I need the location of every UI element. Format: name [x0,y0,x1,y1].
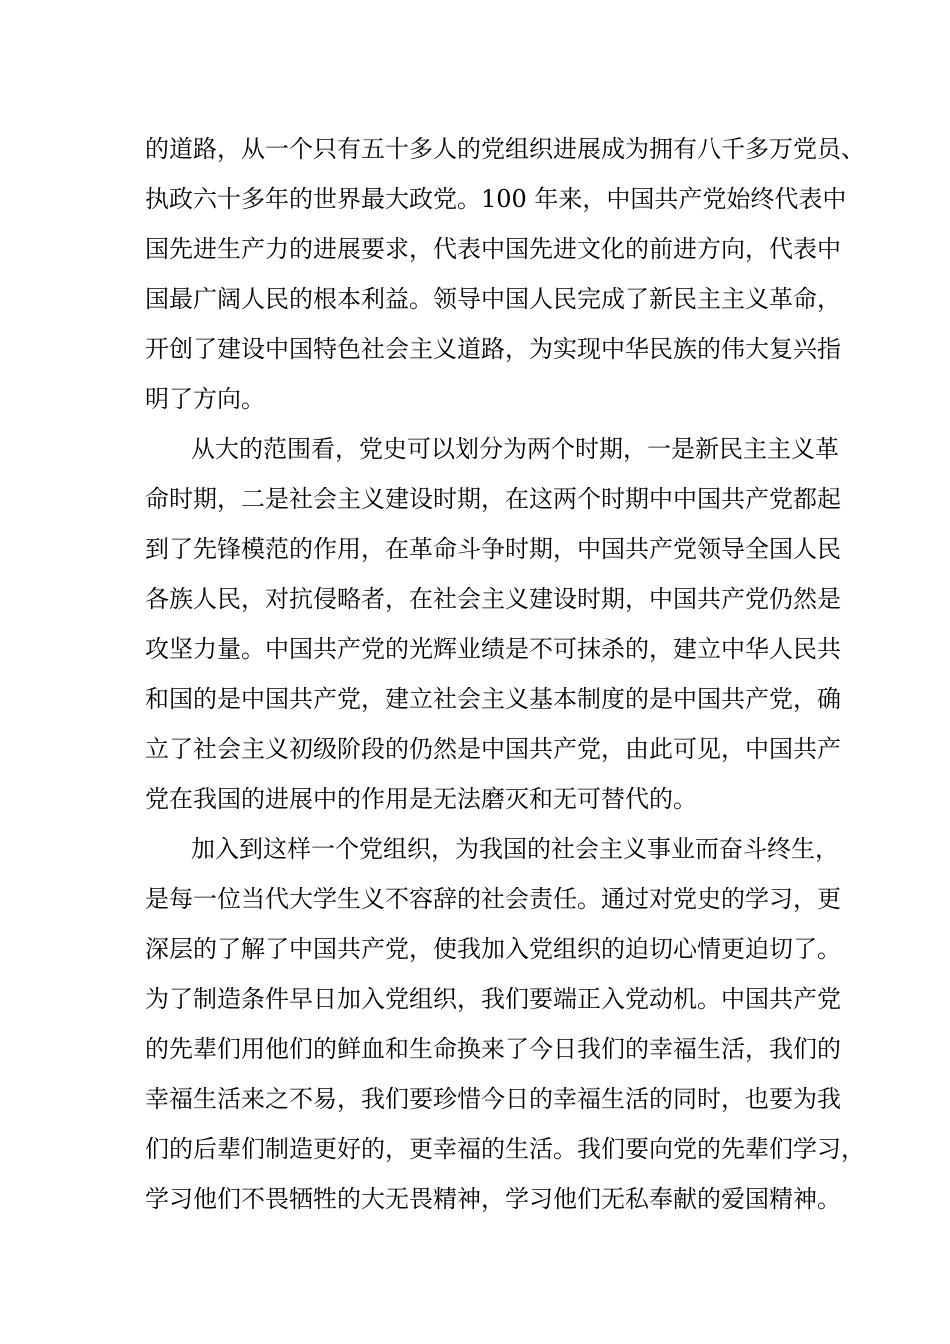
text-line: 执政六十多年的世界最大政党。100 年来，中国共产党始终代表中 [145,185,847,213]
text-line: 们的后辈们制造更好的，更幸福的生活。我们要向党的先辈们学习， [145,1135,865,1163]
text-line: 攻坚力量。中国共产党的光辉业绩是不可抹杀的，建立中华人民共 [145,635,841,663]
text-line: 党在我国的进展中的作用是无法磨灭和无可替代的。 [145,785,697,813]
text-line: 立了社会主义初级阶段的仍然是中国共产党，由此可见，中国共产 [145,735,841,763]
text-line: 到了先锋模范的作用，在革命斗争时期，中国共产党领导全国人民 [145,535,841,563]
text-line: 为了制造条件早日加入党组织，我们要端正入党动机。中国共产党 [145,985,841,1013]
text-line: 加入到这样一个党组织，为我国的社会主义事业而奋斗终生， [191,835,839,863]
text-line: 国最广阔人民的根本利益。领导中国人民完成了新民主主义革命， [145,285,841,313]
text-line: 各族人民，对抗侵略者，在社会主义建设时期，中国共产党仍然是 [145,585,841,613]
text-line: 命时期，二是社会主义建设时期，在这两个时期中中国共产党都起 [145,485,841,513]
text-line: 国先进生产力的进展要求，代表中国先进文化的前进方向，代表中 [145,235,841,263]
text-line: 的道路，从一个只有五十多人的党组织进展成为拥有八千多万党员、 [145,135,865,163]
text-line: 和国的是中国共产党，建立社会主义基本制度的是中国共产党，确 [145,685,841,713]
text-line: 学习他们不畏牺牲的大无畏精神，学习他们无私奉献的爱国精神。 [145,1185,841,1213]
text-line: 明了方向。 [145,385,265,413]
text-line: 开创了建设中国特色社会主义道路，为实现中华民族的伟大复兴指 [145,335,841,363]
text-line: 幸福生活来之不易，我们要珍惜今日的幸福生活的同时，也要为我 [145,1085,841,1113]
text-line: 从大的范围看，党史可以划分为两个时期，一是新民主主义革 [191,435,839,463]
text-line: 是每一位当代大学生义不容辞的社会责任。通过对党史的学习，更 [145,885,841,913]
text-line: 的先辈们用他们的鲜血和生命换来了今日我们的幸福生活，我们的 [145,1035,841,1063]
text-line: 深层的了解了中国共产党，使我加入党组织的迫切心情更迫切了。 [145,935,841,963]
